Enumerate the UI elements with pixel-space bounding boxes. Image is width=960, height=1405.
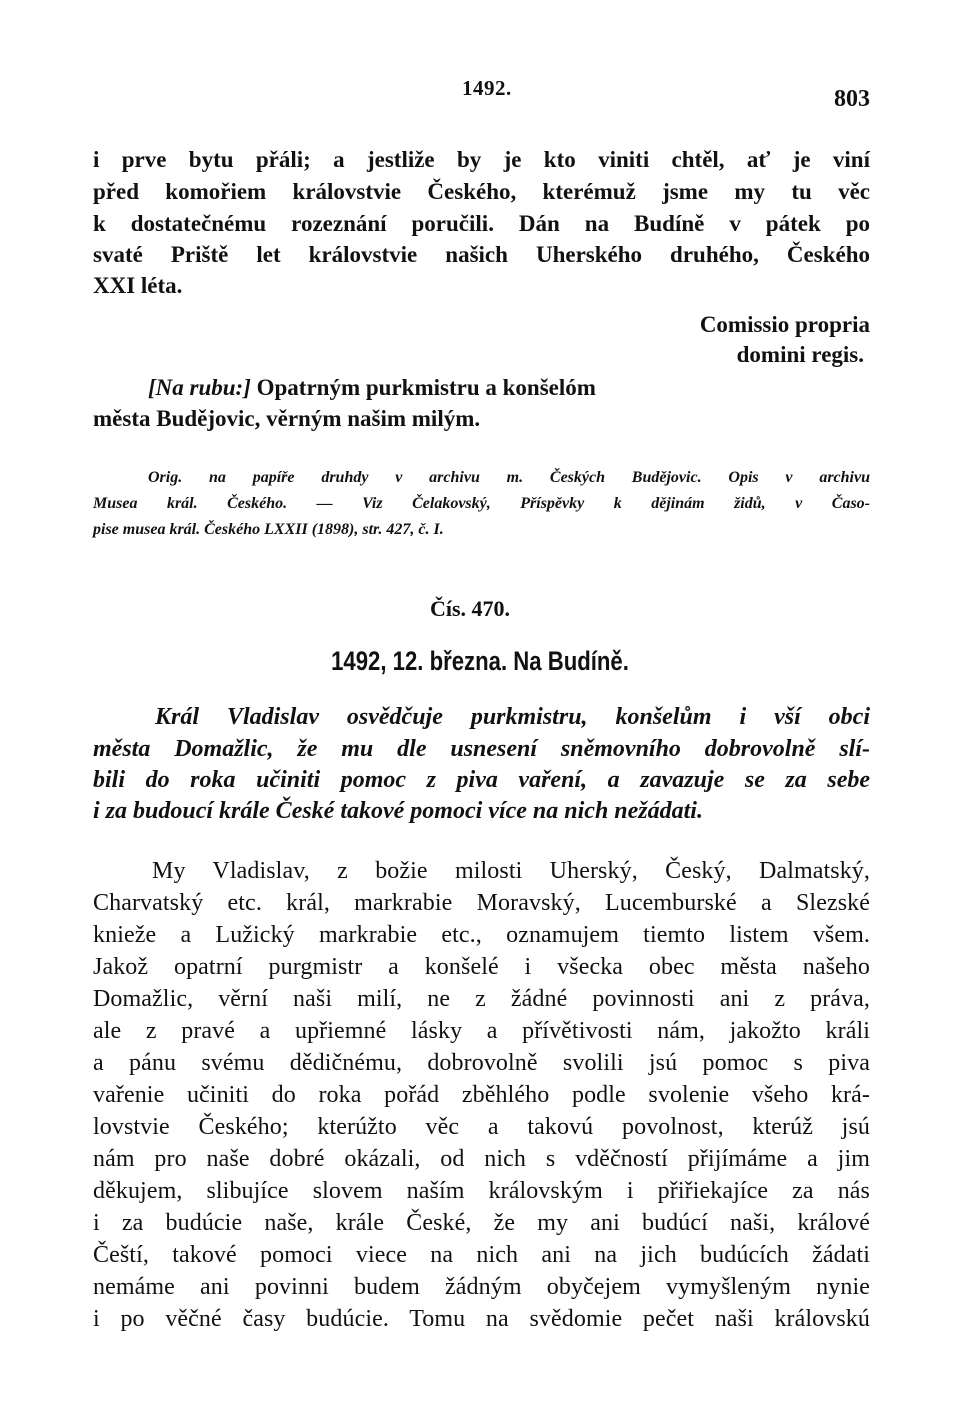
body-text-line: Charvatský etc. král, markrabie Moravský, Lucemburské a Slezské [93,890,870,916]
address-prefix: [Na rubu:] [148,375,251,400]
archival-note-line: Musea král. Českého. — Viz Čelakovský, Příspěvky k dějinám židů, v Časo- [93,495,870,512]
body-text-line: a pánu svému dědičnému, dobrovolně svolili jsú pomoc s piva [93,1050,870,1076]
prev-text-line: XXI léta. [93,273,183,298]
prev-text-line: svaté Priště let královstvie našich Uherského druhého, Českého [93,242,870,267]
body-text-line: Domažlic, věrní naši milí, ne z žádné povinnosti ani z práva, [93,986,870,1012]
document-date-place: 1492, 12. března. Na Budíně. [331,646,629,676]
body-text-line: lovstvie Českého; kterúžto věc a takovú povolnost, kterúž jsú [93,1114,870,1140]
regest-line: bili do roka učiniti pomoc z piva vaření, a zavazuje se za sebe [93,767,870,793]
address-text: Opatrným purkmistru a konšelóm [250,375,596,400]
signature-line: Comissio propria [699,312,870,337]
archival-note-line: Orig. na papíře druhdy v archivu m. Českých Budějovic. Opis v archivu [148,469,870,486]
regest-line: i za budoucí krále České takové pomoci více na nich nežádati. [93,798,703,824]
page-number: 803 [834,86,870,112]
regest-line: města Domažlic, že mu dle usnesení sněmovního dobrovolně slí- [93,736,870,762]
header-year: 1492. [462,76,512,100]
body-text-line: Jakož opatrní purgmistr a konšelé i všecka obec města našeho [93,954,870,980]
body-text-line: Čeští, takové pomoci viece na nich ani na jich budúcích žádati [93,1242,870,1268]
archival-note-line: pise musea král. Českého LXXII (1898), str. 427, č. I. [93,521,444,538]
body-text-line: nemáme ani povinni budem žádným obyčejem vymyšleným nynie [93,1274,870,1300]
prev-text-line: před komořiem královstvie Českého, kterémuž jsme my tu věc [93,179,870,204]
prev-text-line: i prve bytu přáli; a jestliže by je kto viniti chtěl, ať je viní [93,147,870,172]
address-line [148,376,596,399]
body-text-line: i za budúcie naše, krále České, že my ani budúcí naši, králové [93,1210,870,1236]
signature-line: domini regis. [736,342,864,367]
address-line: města Budějovic, věrným našim milým. [93,406,481,431]
body-text-line: My Vladislav, z božie milosti Uherský, Český, Dalmatský, [152,858,870,884]
regest-line: Král Vladislav osvědčuje purkmistru, konšelům i vší obci [155,704,870,730]
body-text-line: nám pro naše dobré okázali, od nich s vděčností přijímáme a jim [93,1146,870,1172]
body-text-line: ale z pravé a upřiemné lásky a přívětivosti nám, jakožto králi [93,1018,870,1044]
body-text-line: vařenie učiniti do roka pořád zběhlého podle svolenie všeho krá- [93,1082,870,1108]
body-text-line: knieže a Lužický markrabie etc., oznamujem tiemto listem všem. [93,922,870,948]
body-text-line: děkujem, slibujíce slovem naším královským i přiřiekajíce za nás [93,1178,870,1204]
prev-text-line: k dostatečnému rozeznání poručili. Dán na Budíně v pátek po [93,211,870,236]
body-text-line: i po věčné časy budúcie. Tomu na svědomie pečet naši královskú [93,1306,870,1332]
document-number: Čís. 470. [429,596,511,621]
